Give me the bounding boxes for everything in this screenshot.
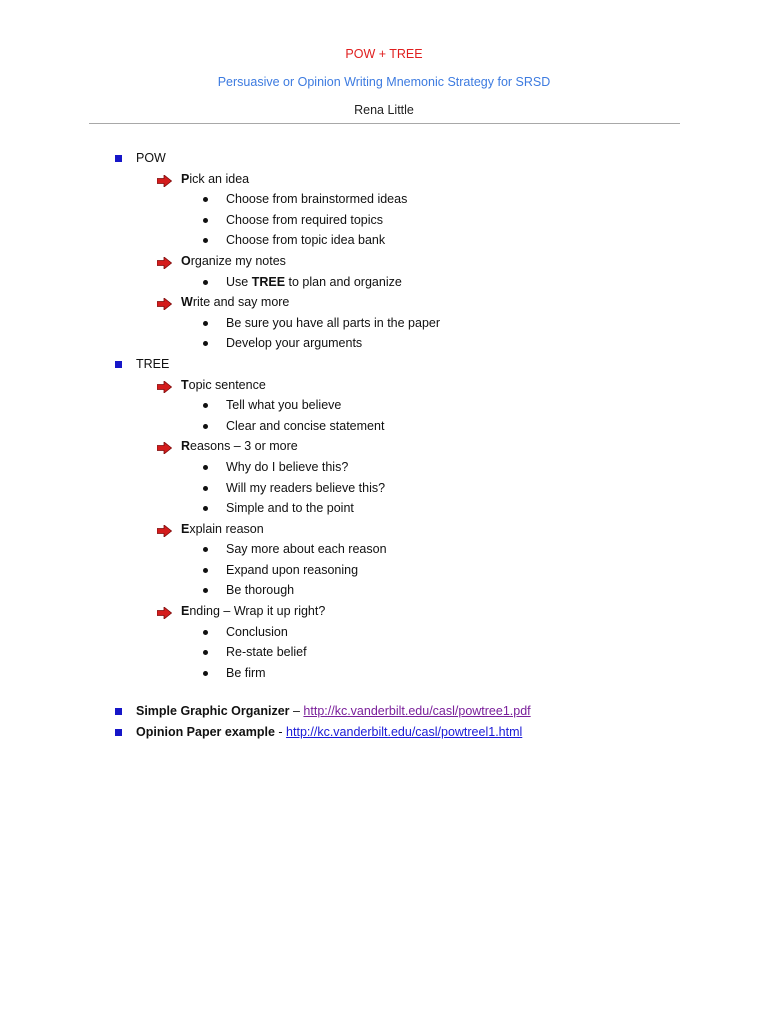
resource-label: Simple Graphic Organizer	[136, 704, 290, 719]
list-item: Say more about each reason	[0, 539, 768, 560]
mnemonic-letter: E	[181, 604, 190, 619]
document-author: Rena Little	[354, 103, 414, 117]
dot-bullet-icon	[203, 403, 208, 408]
resource-label: Opinion Paper example	[136, 725, 275, 740]
mnemonic-letter: W	[181, 295, 193, 310]
list-item: Be thorough	[0, 580, 768, 601]
square-bullet-icon	[115, 729, 122, 736]
item-text: xplain reason	[189, 521, 264, 536]
list-item: Will my readers believe this?	[0, 478, 768, 499]
resource-graphic-organizer: Simple Graphic Organizer – http://kc.vanderbilt.edu/casl/powtree1.pdf	[0, 701, 768, 722]
mnemonic-letter: O	[181, 253, 191, 268]
list-item: Be sure you have all parts in the paper	[0, 313, 768, 334]
tree-item-e1	[0, 519, 768, 540]
square-bullet-icon	[115, 708, 122, 715]
dot-bullet-icon	[203, 671, 208, 676]
list-item: Tell what you believe	[0, 395, 768, 416]
dot-bullet-icon	[203, 465, 208, 470]
dot-bullet-icon	[203, 238, 208, 243]
dot-bullet-icon	[203, 547, 208, 552]
pow-item-o	[0, 251, 768, 272]
mnemonic-letter: P	[181, 171, 190, 186]
list-item: Conclusion	[0, 622, 768, 643]
list-item: Expand upon reasoning	[0, 560, 768, 581]
list-item: Choose from topic idea bank	[0, 230, 768, 251]
mnemonic-letter: R	[181, 439, 191, 454]
item-text: rganize my notes	[190, 253, 286, 268]
tree-item-e2	[0, 601, 768, 622]
list-item: Choose from required topics	[0, 210, 768, 231]
resource-opinion-paper: Opinion Paper example - http://kc.vanderbilt.edu/casl/powtreel1.html	[0, 722, 768, 743]
dot-bullet-icon	[203, 486, 208, 491]
document-title: POW + TREE	[345, 47, 423, 61]
document-subtitle: Persuasive or Opinion Writing Mnemonic Strategy for SRSD	[217, 75, 551, 89]
section-label: TREE	[136, 356, 170, 371]
graphic-organizer-link[interactable]: http://kc.vanderbilt.edu/casl/powtree1.pdf	[303, 704, 531, 719]
list-item: Simple and to the point	[0, 498, 768, 519]
pow-item-w	[0, 292, 768, 313]
tree-item-r	[0, 436, 768, 457]
dot-bullet-icon	[203, 341, 208, 346]
list-item: Why do I believe this?	[0, 457, 768, 478]
dot-bullet-icon	[203, 424, 208, 429]
item-text: rite and say more	[192, 295, 290, 310]
dot-bullet-icon	[203, 218, 208, 223]
dot-bullet-icon	[203, 568, 208, 573]
item-text: ick an idea	[189, 171, 250, 186]
list-item: Be firm	[0, 663, 768, 684]
dot-bullet-icon	[203, 506, 208, 511]
item-text: opic sentence	[188, 377, 266, 392]
dot-bullet-icon	[203, 588, 208, 593]
opinion-paper-link[interactable]: http://kc.vanderbilt.edu/casl/powtreel1.html	[286, 725, 523, 740]
item-text: nding – Wrap it up right?	[189, 604, 326, 619]
dot-bullet-icon	[203, 650, 208, 655]
list-item: Choose from brainstormed ideas	[0, 189, 768, 210]
pow-item-p	[0, 169, 768, 190]
list-item: Re-state belief	[0, 642, 768, 663]
item-text: easons – 3 or more	[190, 439, 298, 454]
header-divider	[89, 123, 680, 124]
section-pow	[0, 148, 768, 169]
dot-bullet-icon	[203, 630, 208, 635]
square-bullet-icon	[115, 155, 122, 162]
dot-bullet-icon	[203, 197, 208, 202]
square-bullet-icon	[115, 361, 122, 368]
list-item: Use TREE to plan and organize	[0, 272, 768, 293]
list-item: Develop your arguments	[0, 333, 768, 354]
mnemonic-letter: E	[181, 521, 190, 536]
section-tree	[0, 354, 768, 375]
section-label: POW	[136, 151, 166, 165]
tree-item-t	[0, 375, 768, 396]
dot-bullet-icon	[203, 280, 208, 285]
list-item: Clear and concise statement	[0, 416, 768, 437]
dot-bullet-icon	[203, 321, 208, 326]
outline	[0, 148, 768, 743]
mnemonic-letter: T	[181, 377, 189, 392]
